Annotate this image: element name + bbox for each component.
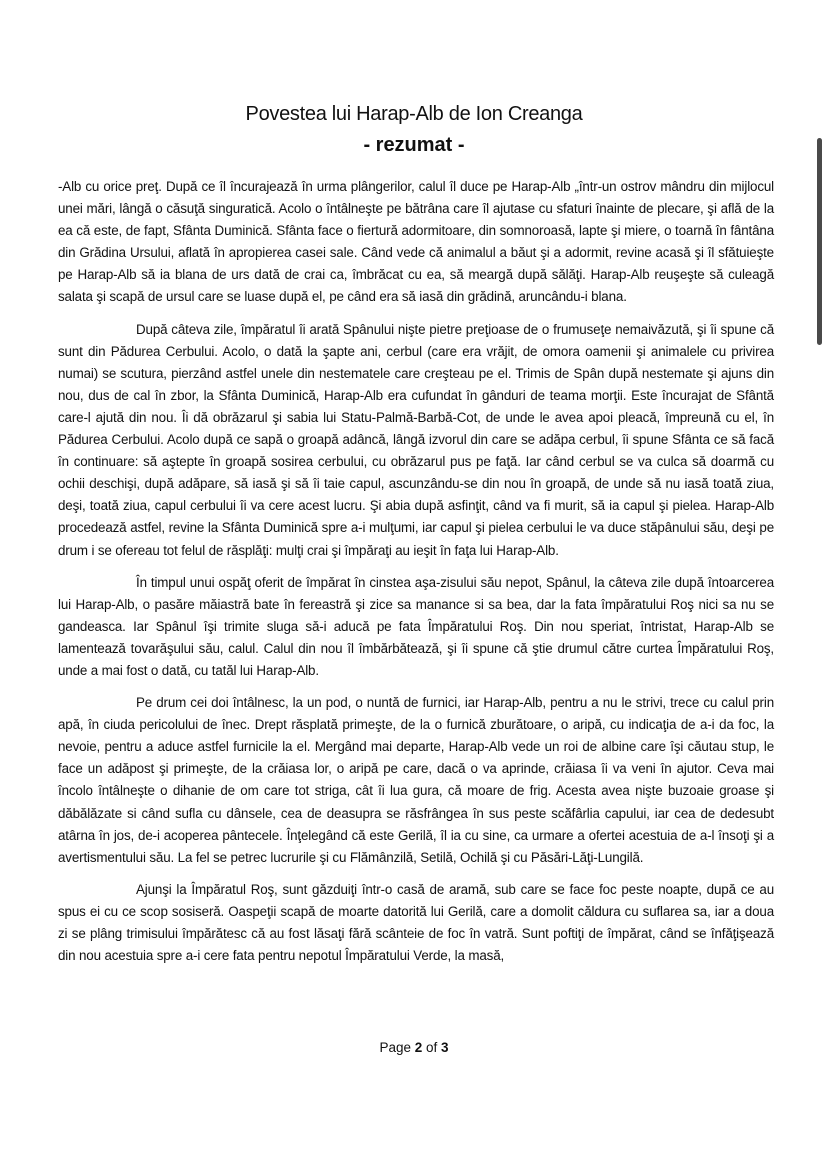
paragraph-2: După câteva zile, împăratul îi arată Spânului nişte pietre preţioase de o frumuseţe nemaivăzută, şi îi spune că sunt din Pădurea Cerbului. Acolo, o dată la şapte ani, cerbul (care era vrăjit, de omora oamenii şi animalele cu privirea numai) se scutura, pierzând astfel unele din nestematele care creşteau pe el. Trimis de Spân după nestemate şi ajuns din nou, dus de cal în zbor, la Sfânta Duminică, Harap-Alb era cufundat în gânduri de teama morţii. Este încurajat de Sfântă care-l ajută din nou. Îi dă obrăzarul şi sabia lui Statu-Palmă-Barbă-Cot, de unde le avea apoi pleacă, împreună cu el, în Pădurea Cerbului. Acolo după ce sapă o groapă adâncă, lângă izvorul din care se adăpa cerbul, îi spune Sfânta ce să facă în continuare: să aştepte în groapă sosirea cerbului, cu obrăzarul pus pe faţă. Iar când cerbul se va culca să doarmă cu ochii deschişi, după adăpare, să iasă şi să îi taie capul, ascunzându-se din nou în groapă, de unde să nu iasă toată ziua, deşi, toată ziua, capul cerbului îi va cere acest lucru. Şi abia după asfinţit, când va fi murit, să ia capul şi pielea. Harap-Alb procedează astfel, revine la Sfânta Duminică spre a-i mulţumi, iar capul şi pielea cerbului le va duce stăpânului său, deşi pe drum i se ofereau tot felul de răsplăţi: mulţi crai şi împăraţi au ieşit în faţa lui Harap-Alb. bbox=[58, 321, 774, 558]
total-page-count: 3 bbox=[441, 1040, 449, 1055]
of-word: of bbox=[426, 1040, 438, 1055]
current-page-number: 2 bbox=[414, 1040, 423, 1055]
vertical-scrollbar[interactable] bbox=[817, 138, 822, 345]
document-subtitle: - rezumat - bbox=[363, 134, 465, 156]
paragraph-4: Pe drum cei doi întâlnesc, la un pod, o nuntă de furnici, iar Harap-Alb, pentru a nu le strivi, trece cu calul prin apă, în ciuda pericolului de înec. Drept răsplată primeşte, de la o furnică zburătoare, o aripă, cu indicaţia de a-i da foc, la nevoie, pentru a aduce astfel furnicile la el. Mergând mai departe, Harap-Alb vede un roi de albine care îşi căutau stup, le face un adăpost şi primeşte, de la crăiasa lor, o aripă pe care, dacă o va aprinde, crăiasa îi va veni în ajutor. Ceva mai încolo întâlneşte o dihanie de om care tot striga, cât îi lua gura, că moare de frig. Acesta avea nişte buzoaie groase şi dăbălăzate si când sufla cu dânsele, cea de deasupra se răsfrângea în sus peste scăfârlia capului, iar cea de dedesubt atârna în jos, de-i acoperea pântecele. Înţelegând că este Gerilă, îl ia cu sine, ca urmare a ofertei acestuia de a-l însoţi şi a avertismentului său. La fel se petrec lucrurile şi cu Flămânzilă, Setilă, Ochilă şi cu Păsări-Lăţi-Lungilă. bbox=[58, 695, 774, 865]
paragraph-5: Ajunşi la Împăratul Roş, sunt găzduiţi într-o casă de aramă, sub care se face foc peste noapte, după ce au spus ei cu ce scop sosiseră. Oaspeţii scapă de moarte datorită lui Gerilă, care a domolit căldura cu suflarea sa, iar a doua zi se plâng trimisului împărătesc că au fost lăsaţi fără scânteie de foc în vatră. Sunt poftiţi de împărat, când se înfăţişează din nou acestuia spre a-i cere fata pentru nepotul Împăratului Verde, la masă, bbox=[58, 881, 774, 964]
page-word: Page bbox=[379, 1040, 411, 1055]
document-title: Povestea lui Harap-Alb de Ion Creanga bbox=[245, 103, 583, 125]
page-number-footer bbox=[0, 1040, 828, 1055]
paragraph-3: În timpul unui ospăţ oferit de împărat în cinstea aşa-zisului său nepot, Spânul, la câteva zile după întoarcerea lui Harap-Alb, o pasăre măiastră bate în fereastră şi zice sa manance si sa bea, dar la fata împăratului Roş nici sa nu se gandeasca. Iar Spânul îşi trimite sluga să-i aducă pe fata Împăratului Roş. Din nou speriat, întristat, Harap-Alb se lamentează tovarăşului său, calul. Calul din nou îl îmbărbătează, şi îi spune că ştie drumul către curtea Împăratului Roş, unde a mai fost o dată, cu tatăl lui Harap-Alb. bbox=[58, 574, 774, 678]
document-body bbox=[58, 176, 774, 977]
paragraph-1: -Alb cu orice preţ. După ce îl încurajează în urma plângerilor, calul îl duce pe Harap-Alb „într-un ostrov mândru din mijlocul unei mări, lângă o căsuţă singuratică. Acolo o întâlneşte pe bătrâna care îl ajutase cu sfaturi înainte de plecare, şi află de la ea că este, de fapt, Sfânta Duminică. Sfânta face o fiertură adormitoare, din somnoroasă, lapte şi miere, o toarnă în fântâna din Grădina Ursului, aflată în apropierea casei sale. Când vede că animalul a băut şi a adormit, revine acasă şi îl sfătuieşte pe Harap-Alb să ia blana de urs dată de crai ca, îmbrăcat cu ea, să meargă după sălăţi. Harap-Alb reuşeşte să culeagă salata şi scapă de ursul care se luase după el, pe când era să iasă din grădină, aruncându-i blana. bbox=[58, 179, 774, 305]
